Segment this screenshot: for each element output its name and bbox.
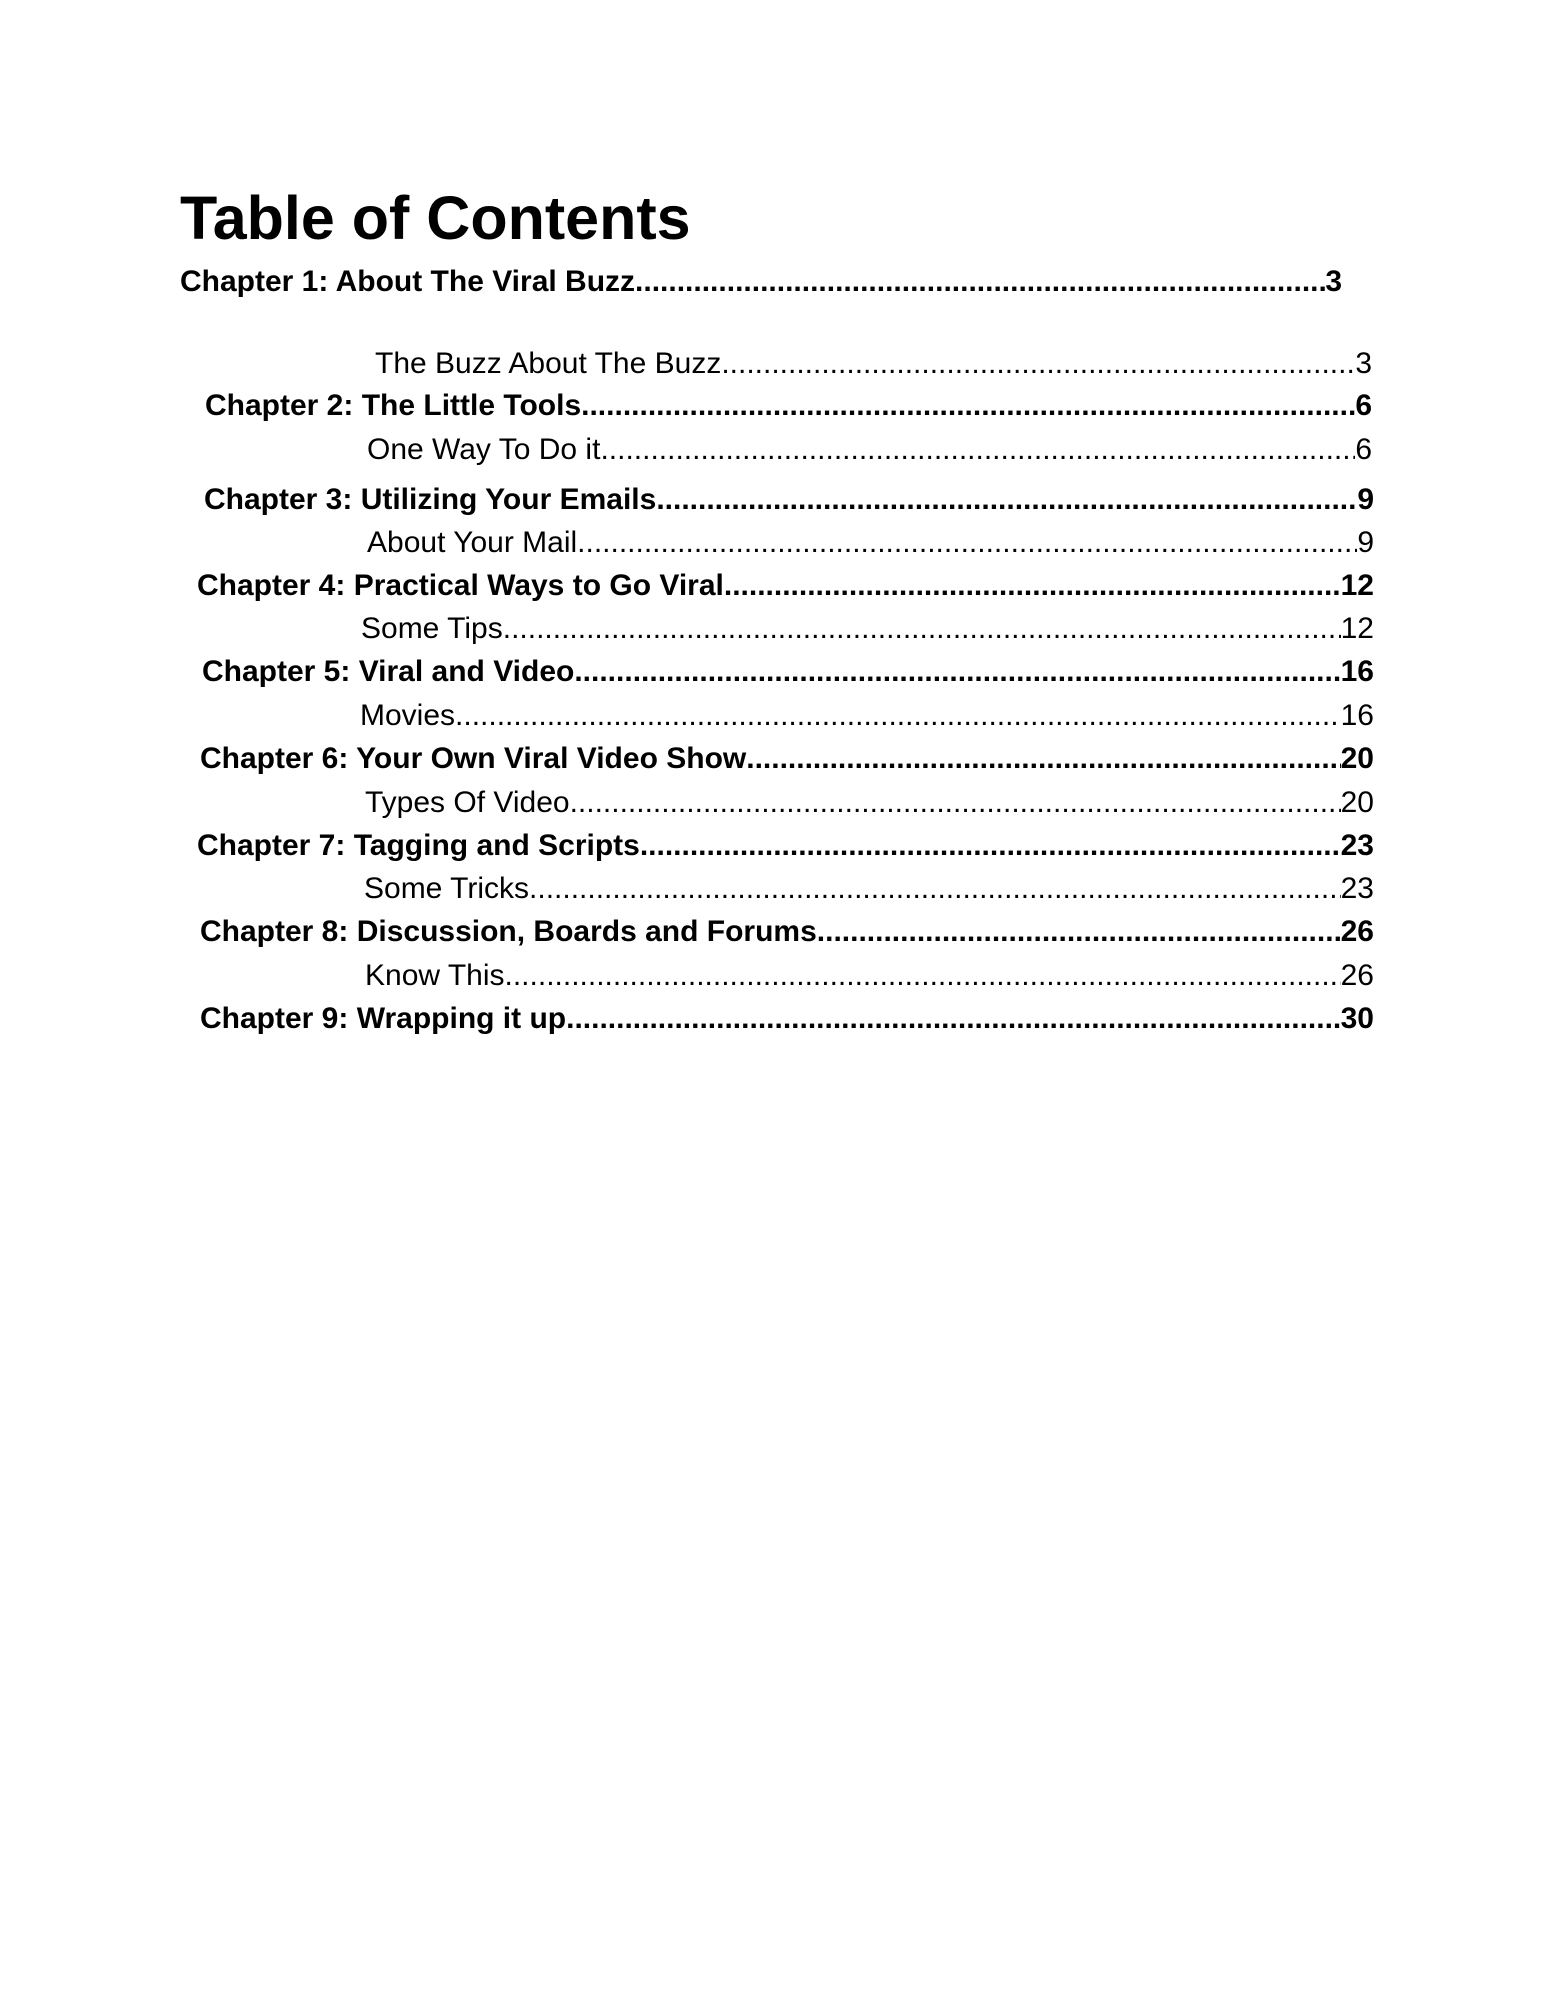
toc-entry-section-1[interactable] xyxy=(375,344,1372,384)
toc-entry-label: Chapter 5: Viral and Video xyxy=(202,655,575,688)
dot-leader xyxy=(640,826,1341,866)
toc-entry-chapter-5[interactable] xyxy=(202,652,1374,692)
toc-entry-section-5[interactable] xyxy=(360,696,1374,736)
toc-entry-label: Some Tips xyxy=(361,612,503,645)
toc-entry-chapter-1[interactable] xyxy=(180,262,1342,302)
toc-entry-label: Know This xyxy=(365,959,505,992)
toc-entry-section-2[interactable] xyxy=(367,430,1372,470)
dot-leader xyxy=(503,609,1341,649)
toc-entry-label: Chapter 4: Practical Ways to Go Viral xyxy=(197,569,724,602)
toc-entry-chapter-4[interactable] xyxy=(197,566,1374,606)
dot-leader xyxy=(570,783,1341,823)
dot-leader xyxy=(721,344,1355,384)
toc-entry-page-number: 20 xyxy=(1340,786,1374,819)
toc-entry-label: Types Of Video xyxy=(365,786,570,819)
toc-entry-page-number: 23 xyxy=(1340,872,1374,905)
dot-leader xyxy=(656,480,1357,520)
toc-entry-page-number: 20 xyxy=(1340,742,1374,775)
toc-entry-label: One Way To Do it xyxy=(367,433,601,466)
toc-entry-page-number: 16 xyxy=(1340,699,1374,732)
toc-entry-chapter-9[interactable] xyxy=(200,999,1374,1039)
toc-entry-label: The Buzz About The Buzz xyxy=(375,347,722,380)
toc-entry-chapter-7[interactable] xyxy=(197,826,1374,866)
toc-entry-section-4[interactable] xyxy=(361,609,1374,649)
toc-entry-label: Movies xyxy=(360,699,456,732)
toc-entry-chapter-6[interactable] xyxy=(200,739,1374,779)
dot-leader xyxy=(746,739,1340,779)
toc-entry-section-3[interactable] xyxy=(367,523,1374,563)
dot-leader xyxy=(581,386,1355,426)
toc-entry-label: Chapter 6: Your Own Viral Video Show xyxy=(200,742,747,775)
toc-entry-page-number: 6 xyxy=(1355,433,1372,466)
toc-entry-page-number: 12 xyxy=(1340,612,1374,645)
toc-entry-page-number: 30 xyxy=(1340,1002,1374,1035)
dot-leader xyxy=(529,869,1341,909)
toc-entry-label: Chapter 1: About The Viral Buzz xyxy=(180,265,636,298)
toc-entry-label: Chapter 3: Utilizing Your Emails xyxy=(204,483,657,516)
toc-entry-section-6[interactable] xyxy=(365,783,1374,823)
dot-leader xyxy=(566,999,1341,1039)
dot-leader xyxy=(455,696,1341,736)
toc-entry-page-number: 6 xyxy=(1355,389,1372,422)
dot-leader xyxy=(724,566,1341,606)
toc-entry-label: Some Tricks xyxy=(364,872,530,905)
toc-entry-label: Chapter 7: Tagging and Scripts xyxy=(197,829,640,862)
dot-leader xyxy=(600,430,1355,470)
dot-leader xyxy=(505,956,1341,996)
dot-leader xyxy=(574,652,1340,692)
toc-entry-page-number: 9 xyxy=(1357,526,1374,559)
toc-entry-page-number: 12 xyxy=(1340,569,1374,602)
toc-entry-chapter-3[interactable] xyxy=(204,480,1374,520)
toc-entry-page-number: 3 xyxy=(1325,265,1342,298)
dot-leader xyxy=(577,523,1357,563)
toc-entry-chapter-2[interactable] xyxy=(205,386,1372,426)
toc-entry-chapter-8[interactable] xyxy=(200,912,1374,952)
toc-entry-section-7[interactable] xyxy=(364,869,1374,909)
toc-entry-label: Chapter 8: Discussion, Boards and Forums xyxy=(200,915,817,948)
toc-entry-page-number: 26 xyxy=(1340,959,1374,992)
dot-leader xyxy=(817,912,1341,952)
toc-entry-label: Chapter 2: The Little Tools xyxy=(205,389,582,422)
dot-leader xyxy=(635,262,1325,302)
toc-entry-section-8[interactable] xyxy=(365,956,1374,996)
toc-entry-page-number: 9 xyxy=(1357,483,1374,516)
toc-title: Table of Contents xyxy=(180,184,691,252)
toc-entry-page-number: 3 xyxy=(1355,347,1372,380)
toc-entry-page-number: 23 xyxy=(1340,829,1374,862)
toc-entry-page-number: 26 xyxy=(1340,915,1374,948)
toc-entry-label: About Your Mail xyxy=(367,526,578,559)
toc-entry-label: Chapter 9: Wrapping it up xyxy=(200,1002,567,1035)
toc-entry-page-number: 16 xyxy=(1340,655,1374,688)
